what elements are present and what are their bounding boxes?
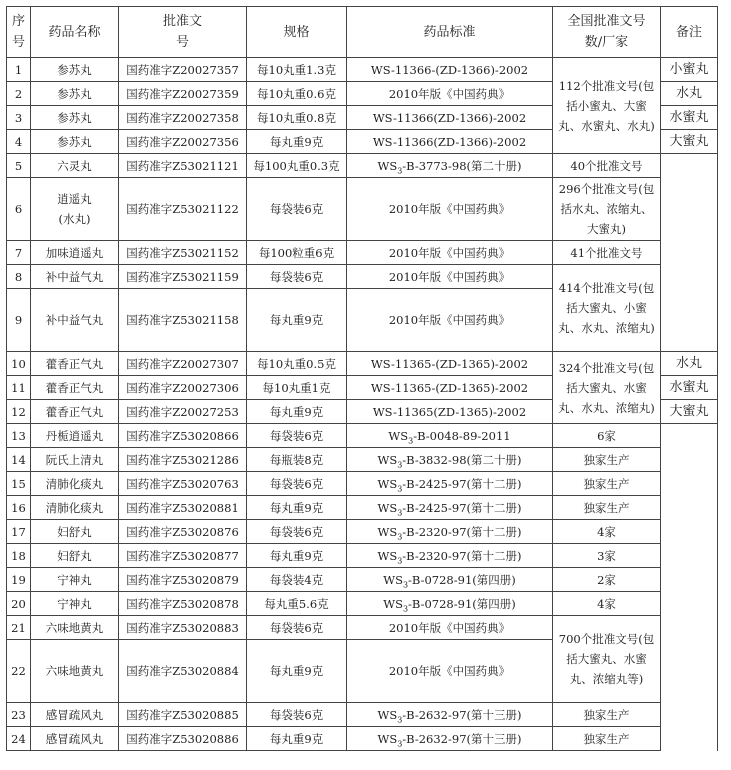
cell-count: 296个批准文号(包括水丸、浓缩丸、大蜜丸) [553, 178, 661, 241]
cell-name: 加味逍遥丸 [31, 241, 119, 265]
standard-suffix: -B-0728-91(第四册) [408, 572, 516, 587]
cell-seq: 18 [7, 544, 31, 568]
cell-standard: WS-11366-(ZD-1366)-2002 [347, 58, 553, 82]
cell-count: 112个批准文号(包括小蜜丸、大蜜丸、水蜜丸、水丸) [553, 58, 661, 154]
cell-approval: 国药准字Z20027306 [119, 376, 247, 400]
cell-name: 妇舒丸 [31, 520, 119, 544]
cell-name: 参苏丸 [31, 82, 119, 106]
cell-spec: 每10丸重0.8克 [247, 106, 347, 130]
cell-approval: 国药准字Z53020866 [119, 424, 247, 448]
cell-seq: 13 [7, 424, 31, 448]
cell-standard [347, 472, 553, 496]
cell-seq: 3 [7, 106, 31, 130]
cell-seq: 15 [7, 472, 31, 496]
cell-approval: 国药准字Z53020884 [119, 640, 247, 703]
cell-name: 藿香正气丸 [31, 352, 119, 376]
cell-name: 参苏丸 [31, 106, 119, 130]
table-body [7, 58, 718, 751]
cell-seq: 6 [7, 178, 31, 241]
standard-suffix: -B-2320-97(第十二册) [402, 524, 522, 539]
cell-seq: 8 [7, 265, 31, 289]
cell-approval: 国药准字Z53020886 [119, 727, 247, 751]
cell-standard [347, 448, 553, 472]
cell-standard [347, 727, 553, 751]
table-row [7, 352, 718, 376]
cell-approval: 国药准字Z20027359 [119, 82, 247, 106]
cell-standard: 2010年版《中国药典》 [347, 289, 553, 352]
table-row [7, 616, 718, 640]
cell-count: 414个批准文号(包括大蜜丸、小蜜丸、水丸、浓缩丸) [553, 265, 661, 352]
header-count: 全国批准文号数/厂家 [553, 7, 661, 58]
cell-spec: 每袋装6克 [247, 265, 347, 289]
cell-count: 独家生产 [553, 448, 661, 472]
cell-count: 独家生产 [553, 472, 661, 496]
table-row [7, 496, 718, 520]
cell-standard [347, 496, 553, 520]
cell-count: 3家 [553, 544, 661, 568]
cell-spec: 每袋装6克 [247, 424, 347, 448]
header-seq: 序号 [7, 7, 31, 58]
cell-note: 大蜜丸 [661, 400, 718, 424]
header-approval: 批准文号 [119, 7, 247, 58]
cell-name: 补中益气丸 [31, 265, 119, 289]
cell-name: 六灵丸 [31, 154, 119, 178]
standard-suffix: -B-2320-97(第十二册) [402, 548, 522, 563]
cell-note: 水丸 [661, 352, 718, 376]
cell-count: 41个批准文号 [553, 241, 661, 265]
drug-table [6, 6, 718, 751]
standard-suffix: -B-2632-97(第十三册) [402, 731, 522, 746]
cell-count: 独家生产 [553, 703, 661, 727]
cell-seq: 9 [7, 289, 31, 352]
standard-subscript: 3 [397, 531, 403, 541]
table-row [7, 448, 718, 472]
standard-prefix: WS [377, 500, 398, 515]
cell-count: 4家 [553, 592, 661, 616]
header-row [7, 7, 718, 58]
cell-spec: 每丸重9克 [247, 130, 347, 154]
cell-standard [347, 544, 553, 568]
standard-subscript: 3 [397, 165, 403, 175]
cell-approval: 国药准字Z53021152 [119, 241, 247, 265]
standard-prefix: WS [388, 428, 409, 443]
header-note: 备注 [661, 7, 718, 58]
table-row [7, 178, 718, 241]
table-row [7, 58, 718, 82]
table-row [7, 703, 718, 727]
cell-seq: 14 [7, 448, 31, 472]
standard-subscript: 3 [397, 483, 403, 493]
cell-seq: 7 [7, 241, 31, 265]
cell-standard [347, 154, 553, 178]
cell-approval: 国药准字Z53020883 [119, 616, 247, 640]
cell-count: 324个批准文号(包括大蜜丸、水蜜丸、水丸、浓缩丸) [553, 352, 661, 424]
standard-subscript: 3 [397, 459, 403, 469]
cell-spec: 每丸重9克 [247, 289, 347, 352]
cell-note: 大蜜丸 [661, 130, 718, 154]
standard-subscript: 3 [402, 579, 409, 589]
cell-spec: 每10丸重1克 [247, 376, 347, 400]
standard-prefix: WS [377, 524, 398, 539]
cell-note: 水丸 [661, 82, 718, 106]
cell-spec: 每10丸重0.5克 [247, 352, 347, 376]
standard-prefix: WS [383, 572, 403, 587]
standard-prefix: WS [377, 731, 398, 746]
cell-standard: 2010年版《中国药典》 [347, 241, 553, 265]
cell-note: 水蜜丸 [661, 376, 718, 400]
standard-suffix: -B-3832-98(第二十册) [402, 452, 522, 467]
cell-spec: 每袋装6克 [247, 616, 347, 640]
standard-prefix: WS [377, 476, 398, 491]
cell-standard: 2010年版《中国药典》 [347, 82, 553, 106]
standard-prefix: WS [377, 548, 398, 563]
standard-subscript: 3 [397, 738, 403, 748]
cell-standard [347, 592, 553, 616]
cell-approval: 国药准字Z53020881 [119, 496, 247, 520]
cell-spec: 每10丸重1.3克 [247, 58, 347, 82]
cell-spec: 每丸重5.6克 [247, 592, 347, 616]
cell-approval: 国药准字Z20027307 [119, 352, 247, 376]
cell-note: 水蜜丸 [661, 106, 718, 130]
cell-spec: 每丸重9克 [247, 544, 347, 568]
cell-name: 感冒疏风丸 [31, 703, 119, 727]
standard-suffix: -B-3773-98(第二十册) [402, 158, 522, 173]
standard-suffix: -B-2632-97(第十三册) [402, 707, 522, 722]
cell-standard [347, 520, 553, 544]
standard-subscript: 3 [397, 714, 403, 724]
cell-standard: 2010年版《中国药典》 [347, 178, 553, 241]
cell-name: 妇舒丸 [31, 544, 119, 568]
table-row [7, 520, 718, 544]
table-row [7, 544, 718, 568]
standard-subscript: 3 [397, 507, 403, 517]
cell-standard [347, 703, 553, 727]
cell-name: 六味地黄丸 [31, 616, 119, 640]
cell-name: 参苏丸 [31, 130, 119, 154]
cell-standard: WS-11365(ZD-1365)-2002 [347, 400, 553, 424]
cell-note: 小蜜丸 [661, 58, 718, 82]
cell-standard: WS-11365-(ZD-1365)-2002 [347, 376, 553, 400]
cell-spec: 每丸重9克 [247, 640, 347, 703]
cell-approval: 国药准字Z53020763 [119, 472, 247, 496]
cell-spec: 每瓶装8克 [247, 448, 347, 472]
table-row [7, 727, 718, 751]
cell-name: 六味地黄丸 [31, 640, 119, 703]
cell-name: 逍遥丸(水丸) [31, 178, 119, 241]
cell-spec: 每100丸重0.3克 [247, 154, 347, 178]
cell-seq: 12 [7, 400, 31, 424]
cell-spec: 每袋装6克 [247, 178, 347, 241]
table-row [7, 472, 718, 496]
cell-approval: 国药准字Z20027253 [119, 400, 247, 424]
cell-count: 独家生产 [553, 727, 661, 751]
standard-suffix: -B-0048-89-2011 [413, 428, 511, 443]
cell-approval: 国药准字Z53021121 [119, 154, 247, 178]
cell-name: 参苏丸 [31, 58, 119, 82]
cell-seq: 23 [7, 703, 31, 727]
cell-spec: 每袋装6克 [247, 703, 347, 727]
cell-seq: 5 [7, 154, 31, 178]
cell-name: 清肺化痰丸 [31, 496, 119, 520]
standard-prefix: WS [377, 707, 398, 722]
table-row [7, 424, 718, 448]
standard-prefix: WS [377, 158, 398, 173]
cell-standard: 2010年版《中国药典》 [347, 640, 553, 703]
cell-approval: 国药准字Z53021159 [119, 265, 247, 289]
cell-seq: 10 [7, 352, 31, 376]
standard-subscript: 3 [402, 603, 409, 613]
cell-name: 藿香正气丸 [31, 400, 119, 424]
standard-subscript: 3 [408, 435, 414, 445]
standard-prefix: WS [377, 452, 398, 467]
cell-approval: 国药准字Z53020885 [119, 703, 247, 727]
cell-standard [347, 568, 553, 592]
cell-count: 4家 [553, 520, 661, 544]
cell-seq: 21 [7, 616, 31, 640]
cell-standard: WS-11365-(ZD-1365)-2002 [347, 352, 553, 376]
cell-seq: 19 [7, 568, 31, 592]
cell-seq: 1 [7, 58, 31, 82]
cell-approval: 国药准字Z53020878 [119, 592, 247, 616]
standard-suffix: -B-2425-97(第十二册) [402, 500, 522, 515]
cell-standard [347, 424, 553, 448]
cell-seq: 17 [7, 520, 31, 544]
header-spec: 规格 [247, 7, 347, 58]
cell-spec: 每100粒重6克 [247, 241, 347, 265]
table-row [7, 241, 718, 265]
standard-suffix: -B-2425-97(第十二册) [402, 476, 522, 491]
cell-approval: 国药准字Z20027358 [119, 106, 247, 130]
header-name: 药品名称 [31, 7, 119, 58]
cell-seq: 20 [7, 592, 31, 616]
table-row [7, 154, 718, 178]
cell-seq: 24 [7, 727, 31, 751]
cell-spec: 每10丸重0.6克 [247, 82, 347, 106]
cell-count: 700个批准文号(包括大蜜丸、水蜜丸、浓缩丸等) [553, 616, 661, 703]
table-row [7, 592, 718, 616]
cell-name: 补中益气丸 [31, 289, 119, 352]
cell-spec: 每丸重9克 [247, 400, 347, 424]
cell-name: 丹栀逍遥丸 [31, 424, 119, 448]
cell-approval: 国药准字Z53021122 [119, 178, 247, 241]
cell-standard: WS-11366(ZD-1366)-2002 [347, 106, 553, 130]
cell-seq: 4 [7, 130, 31, 154]
cell-name: 宁神丸 [31, 568, 119, 592]
cell-approval: 国药准字Z53021158 [119, 289, 247, 352]
cell-standard: 2010年版《中国药典》 [347, 265, 553, 289]
cell-count: 40个批准文号 [553, 154, 661, 178]
cell-count: 2家 [553, 568, 661, 592]
cell-count: 独家生产 [553, 496, 661, 520]
cell-approval: 国药准字Z20027357 [119, 58, 247, 82]
cell-spec: 每袋装6克 [247, 472, 347, 496]
cell-seq: 2 [7, 82, 31, 106]
cell-spec: 每袋装4克 [247, 568, 347, 592]
standard-subscript: 3 [397, 555, 403, 565]
cell-seq: 11 [7, 376, 31, 400]
table-row [7, 568, 718, 592]
cell-note [661, 424, 718, 751]
cell-approval: 国药准字Z53020879 [119, 568, 247, 592]
cell-approval: 国药准字Z20027356 [119, 130, 247, 154]
header-standard: 药品标准 [347, 7, 553, 58]
table-row [7, 265, 718, 289]
cell-spec: 每丸重9克 [247, 496, 347, 520]
cell-standard: WS-11366(ZD-1366)-2002 [347, 130, 553, 154]
cell-seq: 16 [7, 496, 31, 520]
cell-name: 感冒疏风丸 [31, 727, 119, 751]
cell-name: 阮氏上清丸 [31, 448, 119, 472]
cell-count: 6家 [553, 424, 661, 448]
cell-approval: 国药准字Z53020877 [119, 544, 247, 568]
cell-approval: 国药准字Z53020876 [119, 520, 247, 544]
cell-seq: 22 [7, 640, 31, 703]
cell-spec: 每丸重9克 [247, 727, 347, 751]
cell-spec: 每袋装6克 [247, 520, 347, 544]
cell-note [661, 154, 718, 352]
standard-suffix: -B-0728-91(第四册) [408, 596, 516, 611]
cell-name: 宁神丸 [31, 592, 119, 616]
cell-approval: 国药准字Z53021286 [119, 448, 247, 472]
standard-prefix: WS [383, 596, 403, 611]
cell-name: 藿香正气丸 [31, 376, 119, 400]
cell-name: 清肺化痰丸 [31, 472, 119, 496]
cell-standard: 2010年版《中国药典》 [347, 616, 553, 640]
